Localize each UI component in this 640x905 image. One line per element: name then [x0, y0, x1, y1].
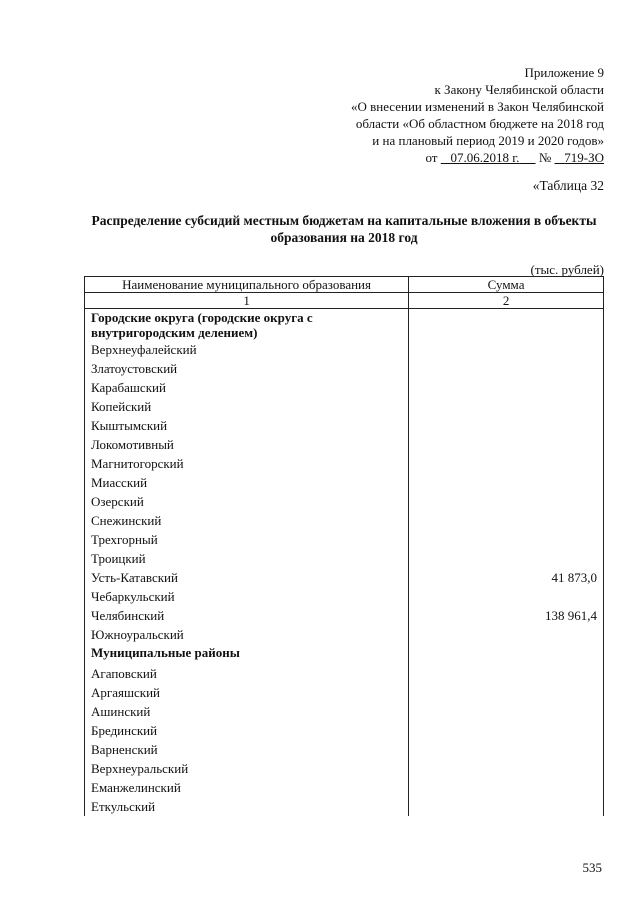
table-row: [85, 721, 604, 740]
municipality-name: Челябинский: [85, 606, 409, 625]
municipality-name: Кыштымский: [85, 416, 409, 435]
table-row: [85, 416, 604, 435]
subsidy-amount: [409, 511, 604, 530]
table-row: [85, 778, 604, 797]
municipality-name: Еткульский: [85, 797, 409, 816]
subsidy-amount: [409, 549, 604, 568]
subsidy-amount: [409, 359, 604, 378]
subsidy-amount: [409, 378, 604, 397]
municipality-name: Троицкий: [85, 549, 409, 568]
table-row: [85, 435, 604, 454]
municipality-name: Магнитогорский: [85, 454, 409, 473]
table-row: [85, 702, 604, 721]
municipality-name: Озерский: [85, 492, 409, 511]
document-title: Распределение субсидий местным бюджетам на капитальные вложения в объекты образования на 2018 год: [91, 213, 597, 245]
header-line: и на плановый период 2019 и 2020 годов»: [372, 133, 604, 148]
municipality-name: Агаповский: [85, 664, 409, 683]
municipality-name: Миасский: [85, 473, 409, 492]
subsidy-amount: [409, 664, 604, 683]
subsidy-amount: [409, 702, 604, 721]
subsidy-amount: [409, 416, 604, 435]
municipality-name: Локомотивный: [85, 435, 409, 454]
municipality-name: Брединский: [85, 721, 409, 740]
subsidy-amount: [409, 435, 604, 454]
header-line: «О внесении изменений в Закон Челябинской: [350, 99, 604, 114]
municipality-name: Муниципальные районы: [85, 644, 409, 664]
subsidy-amount: [409, 625, 604, 644]
table-row: [85, 740, 604, 759]
municipality-name: Копейский: [85, 397, 409, 416]
table-row: [85, 664, 604, 683]
subsidy-amount: [409, 340, 604, 359]
municipality-name: Еманжелинский: [85, 778, 409, 797]
subsidy-amount: 138 961,4: [409, 606, 604, 625]
municipality-name: Снежинский: [85, 511, 409, 530]
table-body: [85, 309, 604, 817]
subsidy-amount: [409, 778, 604, 797]
column-number: 1: [85, 293, 409, 309]
municipality-name: Городские округа (городские округа с внутригородским делением): [85, 309, 409, 341]
subsidy-amount: [409, 492, 604, 511]
table-row: [85, 511, 604, 530]
table-row: [85, 644, 604, 664]
page-number: 535: [582, 860, 602, 875]
table-row: [85, 606, 604, 625]
table-row: [85, 549, 604, 568]
table-row: [85, 454, 604, 473]
subsidy-amount: [409, 397, 604, 416]
municipality-name: Верхнеуральский: [85, 759, 409, 778]
municipality-name: Ашинский: [85, 702, 409, 721]
header-line: области «Об областном бюджете на 2018 год: [355, 116, 604, 131]
column-number: 2: [409, 293, 604, 309]
header-date-line: [304, 149, 604, 166]
table-row: [85, 378, 604, 397]
table-row: [85, 797, 604, 816]
table-row: [85, 359, 604, 378]
header-line: к Закону Челябинской области: [434, 82, 604, 97]
column-header-sum: Сумма: [409, 277, 604, 293]
table-reference: «Таблица 32: [532, 178, 604, 193]
subsidy-amount: 41 873,0: [409, 568, 604, 587]
subsidy-amount: [409, 759, 604, 778]
table-row: [85, 340, 604, 359]
number-prefix: №: [538, 150, 552, 165]
table-row: [85, 683, 604, 702]
table-row: [85, 492, 604, 511]
table-row: [85, 568, 604, 587]
header-line: Приложение 9: [524, 65, 604, 80]
unit-label: (тыс. рублей): [530, 262, 604, 277]
law-date: 07.06.2018 г.: [450, 150, 520, 165]
municipality-name: Усть-Катавский: [85, 568, 409, 587]
municipality-name: Чебаркульский: [85, 587, 409, 606]
subsidy-amount: [409, 309, 604, 341]
law-number: 719-ЗО: [564, 150, 604, 165]
table-row: [85, 530, 604, 549]
subsidy-amount: [409, 721, 604, 740]
municipality-name: Южноуральский: [85, 625, 409, 644]
date-prefix: от: [425, 150, 438, 165]
table-row: [85, 397, 604, 416]
subsidy-amount: [409, 473, 604, 492]
municipality-name: Верхнеуфалейский: [85, 340, 409, 359]
table-row: [85, 309, 604, 341]
subsidy-amount: [409, 530, 604, 549]
table-row: [85, 473, 604, 492]
table-row: [85, 625, 604, 644]
municipality-name: Карабашский: [85, 378, 409, 397]
municipality-name: Златоустовский: [85, 359, 409, 378]
subsidy-amount: [409, 740, 604, 759]
subsidy-table: [84, 276, 604, 816]
column-header-name: Наименование муниципального образования: [85, 277, 409, 293]
subsidy-amount: [409, 644, 604, 664]
table-row: [85, 587, 604, 606]
municipality-name: Трехгорный: [85, 530, 409, 549]
appendix-header: [304, 64, 604, 166]
table-row: [85, 759, 604, 778]
municipality-name: Варненский: [85, 740, 409, 759]
subsidy-amount: [409, 797, 604, 816]
subsidy-amount: [409, 683, 604, 702]
subsidy-amount: [409, 454, 604, 473]
municipality-name: Аргаяшский: [85, 683, 409, 702]
subsidy-amount: [409, 587, 604, 606]
